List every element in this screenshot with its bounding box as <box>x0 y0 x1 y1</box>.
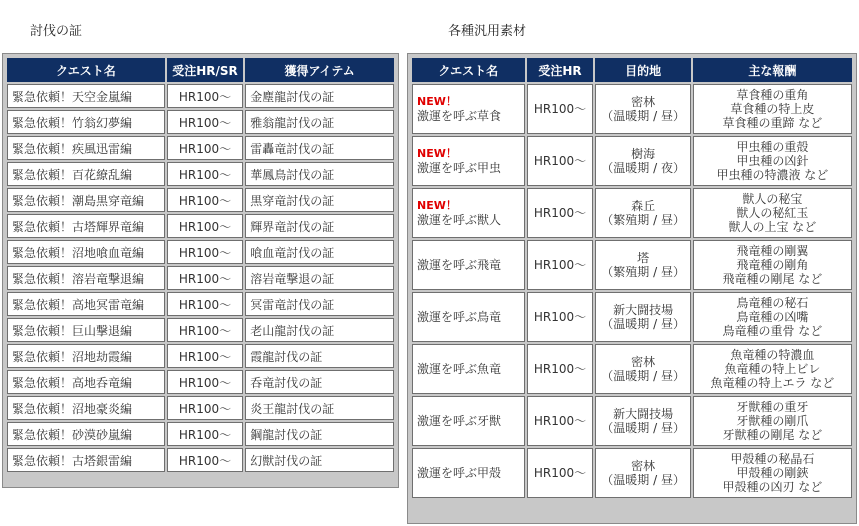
quest-name-cell <box>412 136 525 186</box>
destination-cell <box>595 344 690 394</box>
table-row <box>7 266 394 290</box>
quest-name-cell: 緊急依頼！古塔銀雷編 <box>7 448 165 472</box>
rewards-cell <box>693 188 852 238</box>
hr-requirement-cell: HR100～ <box>167 292 243 316</box>
quest-name-cell <box>412 292 525 342</box>
reward-line: 甲虫種の重殻 <box>736 140 809 154</box>
proof-table <box>5 56 396 474</box>
quest-name: 激運を呼ぶ牙獣 <box>417 414 502 428</box>
destination-line: （温暖期 / 昼） <box>601 473 685 487</box>
reward-line: 飛竜種の剛角 <box>736 258 809 272</box>
destination-cell <box>595 188 690 238</box>
reward-line: 鳥竜種の凶嘴 <box>736 310 809 324</box>
quest-name-cell: 緊急依頼！天空金嵐編 <box>7 84 165 108</box>
quest-name: 激運を呼ぶ獣人 <box>417 213 502 227</box>
new-badge: NEW！ <box>417 199 457 212</box>
reward-line: 草食種の特上皮 <box>730 102 815 116</box>
reward-line: 甲虫種の特濃液 など <box>716 168 829 182</box>
quest-name: 激運を呼ぶ甲虫 <box>417 161 502 175</box>
reward-line: 獣人の秘紅玉 <box>736 206 809 220</box>
quest-name-cell: 緊急依頼！疾風迅雷編 <box>7 136 165 160</box>
destination-line: 新大闘技場 <box>613 303 674 317</box>
rewards-cell <box>693 344 852 394</box>
left-section-title: 討伐の証 <box>30 24 83 39</box>
header-reward-item: 獲得アイテム <box>245 58 394 82</box>
reward-line: 甲殻種の秘晶石 <box>730 452 815 466</box>
quest-name-cell <box>412 448 525 498</box>
table-row <box>7 136 394 160</box>
hr-requirement-cell: HR100～ <box>527 84 594 134</box>
hr-requirement-cell: HR100～ <box>527 344 594 394</box>
table-row <box>412 344 852 394</box>
proof-table-header-row <box>7 58 394 82</box>
hr-requirement-cell: HR100～ <box>167 188 243 212</box>
destination-line: 樹海 <box>631 147 656 161</box>
destination-line: （繁殖期 / 昼） <box>601 265 685 279</box>
reward-line: 獣人の秘宝 <box>742 192 803 206</box>
hr-requirement-cell: HR100～ <box>167 136 243 160</box>
quest-name: 激運を呼ぶ飛竜 <box>417 258 502 272</box>
proof-table-frame <box>2 53 399 488</box>
destination-cell <box>595 240 690 290</box>
reward-item-cell: 黒穿竜討伐の証 <box>245 188 394 212</box>
hr-requirement-cell: HR100～ <box>527 240 594 290</box>
material-table <box>410 56 854 500</box>
destination-line: 密林 <box>631 355 656 369</box>
table-row <box>412 240 852 290</box>
quest-name-cell <box>412 396 525 446</box>
quest-name-cell: 緊急依頼！溶岩竜撃退編 <box>7 266 165 290</box>
destination-line: 密林 <box>631 459 656 473</box>
hr-requirement-cell: HR100～ <box>527 136 594 186</box>
destination-line: 塔 <box>637 251 650 265</box>
reward-line: 甲殻種の剛鋏 <box>736 466 809 480</box>
hr-requirement-cell: HR100～ <box>167 110 243 134</box>
header-hr: 受注HR <box>527 58 594 82</box>
hr-requirement-cell: HR100～ <box>167 162 243 186</box>
table-row <box>7 188 394 212</box>
table-row <box>7 110 394 134</box>
table-row <box>412 448 852 498</box>
quest-name-cell: 緊急依頼！高地冥雷竜編 <box>7 292 165 316</box>
header-main-rewards: 主な報酬 <box>693 58 852 82</box>
reward-item-cell: 喰血竜討伐の証 <box>245 240 394 264</box>
hr-requirement-cell: HR100～ <box>527 448 594 498</box>
rewards-cell <box>693 292 852 342</box>
reward-item-cell: 華鳳鳥討伐の証 <box>245 162 394 186</box>
reward-item-cell: 雷轟竜討伐の証 <box>245 136 394 160</box>
destination-line: （温暖期 / 昼） <box>601 109 685 123</box>
reward-line: 獣人の上宝 など <box>728 220 817 234</box>
rewards-cell <box>693 136 852 186</box>
reward-line: 魚竜種の特上エラ など <box>710 376 835 390</box>
table-row <box>7 240 394 264</box>
reward-line: 草食種の重蹄 など <box>722 116 823 130</box>
table-row <box>412 396 852 446</box>
hr-requirement-cell: HR100～ <box>167 370 243 394</box>
new-badge: NEW！ <box>417 95 457 108</box>
reward-item-cell: 老山龍討伐の証 <box>245 318 394 342</box>
table-row <box>7 84 394 108</box>
reward-item-cell: 呑竜討伐の証 <box>245 370 394 394</box>
header-destination: 目的地 <box>595 58 690 82</box>
table-row <box>7 344 394 368</box>
table-row <box>7 214 394 238</box>
new-badge: NEW！ <box>417 147 457 160</box>
rewards-cell <box>693 240 852 290</box>
reward-item-cell: 炎王龍討伐の証 <box>245 396 394 420</box>
header-quest-name: クエスト名 <box>7 58 165 82</box>
destination-line: 新大闘技場 <box>613 407 674 421</box>
reward-item-cell: 金塵龍討伐の証 <box>245 84 394 108</box>
quest-name-cell: 緊急依頼！巨山撃退編 <box>7 318 165 342</box>
destination-line: （温暖期 / 昼） <box>601 369 685 383</box>
quest-name-cell: 緊急依頼！古塔輝界竜編 <box>7 214 165 238</box>
hr-requirement-cell: HR100～ <box>167 448 243 472</box>
rewards-cell <box>693 448 852 498</box>
quest-name-cell <box>412 84 525 134</box>
hr-requirement-cell: HR100～ <box>167 396 243 420</box>
hr-requirement-cell: HR100～ <box>527 188 594 238</box>
reward-line: 鳥竜種の重骨 など <box>722 324 823 338</box>
table-row <box>412 188 852 238</box>
reward-item-cell: 霞龍討伐の証 <box>245 344 394 368</box>
destination-cell <box>595 448 690 498</box>
right-section-title: 各種汎用素材 <box>448 24 527 39</box>
reward-line: 飛竜種の剛翼 <box>736 244 809 258</box>
reward-line: 甲殻種の凶刃 など <box>722 480 823 494</box>
reward-line: 魚竜種の特上ビレ <box>724 362 821 376</box>
table-row <box>7 370 394 394</box>
table-row <box>7 162 394 186</box>
reward-item-cell: 輝界竜討伐の証 <box>245 214 394 238</box>
quest-name: 激運を呼ぶ鳥竜 <box>417 310 502 324</box>
quest-name-cell <box>412 344 525 394</box>
destination-line: 密林 <box>631 95 656 109</box>
hr-requirement-cell: HR100～ <box>167 240 243 264</box>
destination-line: 森丘 <box>631 199 656 213</box>
table-row <box>7 318 394 342</box>
destination-line: （温暖期 / 昼） <box>601 317 685 331</box>
rewards-cell <box>693 84 852 134</box>
destination-line: （温暖期 / 夜） <box>601 161 685 175</box>
table-row <box>7 448 394 472</box>
hr-requirement-cell: HR100～ <box>527 396 594 446</box>
hr-requirement-cell: HR100～ <box>167 318 243 342</box>
destination-cell <box>595 84 690 134</box>
quest-name-cell: 緊急依頼！竹翁幻夢編 <box>7 110 165 134</box>
material-table-header-row <box>412 58 852 82</box>
reward-item-cell: 溶岩竜撃退の証 <box>245 266 394 290</box>
hr-requirement-cell: HR100～ <box>527 292 594 342</box>
reward-line: 牙獣種の剛尾 など <box>722 428 823 442</box>
reward-line: 草食種の重角 <box>736 88 809 102</box>
destination-cell <box>595 136 690 186</box>
table-row <box>412 292 852 342</box>
destination-cell <box>595 396 690 446</box>
reward-line: 飛竜種の剛尾 など <box>722 272 823 286</box>
destination-line: （温暖期 / 昼） <box>601 421 685 435</box>
destination-cell <box>595 292 690 342</box>
quest-name-cell: 緊急依頼！砂漠砂嵐編 <box>7 422 165 446</box>
hr-requirement-cell: HR100～ <box>167 84 243 108</box>
hr-requirement-cell: HR100～ <box>167 422 243 446</box>
hr-requirement-cell: HR100～ <box>167 266 243 290</box>
quest-name: 激運を呼ぶ草食 <box>417 109 502 123</box>
destination-line: （繁殖期 / 昼） <box>601 213 685 227</box>
quest-name: 激運を呼ぶ魚竜 <box>417 362 502 376</box>
reward-item-cell: 鋼龍討伐の証 <box>245 422 394 446</box>
reward-line: 牙獣種の重牙 <box>736 400 809 414</box>
header-hr-sr: 受注HR/SR <box>167 58 243 82</box>
table-row <box>7 292 394 316</box>
quest-name-cell <box>412 188 525 238</box>
quest-name-cell <box>412 240 525 290</box>
table-row <box>7 422 394 446</box>
hr-requirement-cell: HR100～ <box>167 344 243 368</box>
table-row <box>412 136 852 186</box>
reward-line: 牙獣種の剛爪 <box>736 414 809 428</box>
material-table-frame <box>407 53 857 524</box>
quest-name-cell: 緊急依頼！潮島黒穿竜編 <box>7 188 165 212</box>
quest-name-cell: 緊急依頼！百花繚乱編 <box>7 162 165 186</box>
reward-item-cell: 幻獣討伐の証 <box>245 448 394 472</box>
reward-line: 鳥竜種の秘石 <box>736 296 809 310</box>
reward-item-cell: 冥雷竜討伐の証 <box>245 292 394 316</box>
quest-name-cell: 緊急依頼！沼地喰血竜編 <box>7 240 165 264</box>
quest-name-cell: 緊急依頼！高地呑竜編 <box>7 370 165 394</box>
reward-line: 魚竜種の特濃血 <box>730 348 815 362</box>
quest-name-cell: 緊急依頼！沼地劫霞編 <box>7 344 165 368</box>
hr-requirement-cell: HR100～ <box>167 214 243 238</box>
reward-item-cell: 雅翁龍討伐の証 <box>245 110 394 134</box>
quest-name: 激運を呼ぶ甲殻 <box>417 466 502 480</box>
rewards-cell <box>693 396 852 446</box>
reward-line: 甲虫種の凶針 <box>736 154 809 168</box>
header-quest-name: クエスト名 <box>412 58 525 82</box>
table-row <box>7 396 394 420</box>
quest-name-cell: 緊急依頼！沼地豪炎編 <box>7 396 165 420</box>
table-row <box>412 84 852 134</box>
